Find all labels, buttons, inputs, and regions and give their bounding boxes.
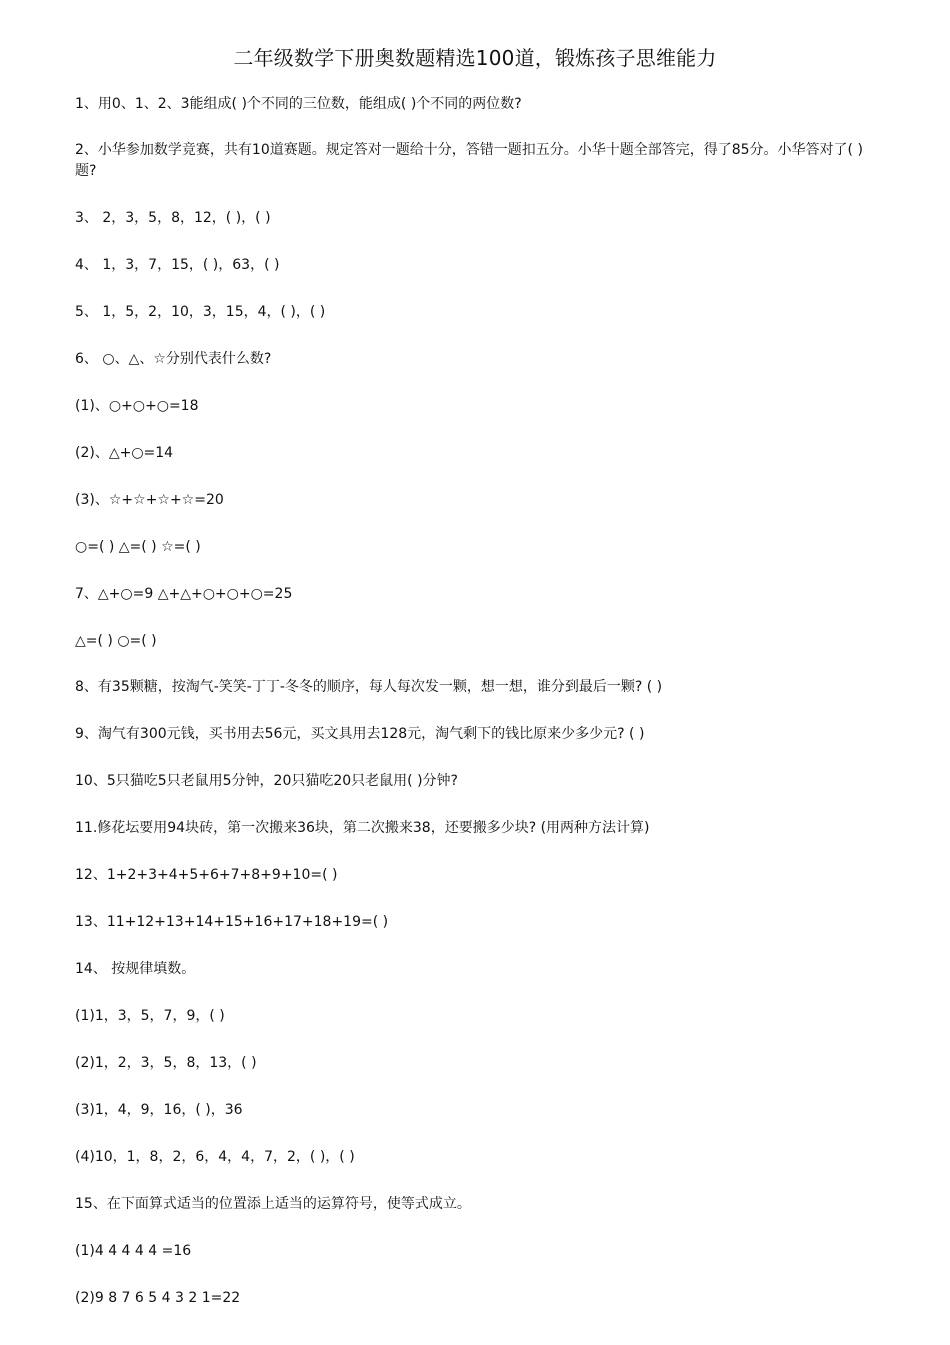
question-8: 8、有35颗糖，按淘气-笑笑-丁丁-冬冬的顺序，每人每次发一颗，想一想，谁分到最后一颗? ( ) bbox=[75, 679, 663, 695]
question-11: 11.修花坛要用94块砖，第一次搬来36块，第二次搬来38，还要搬多少块? (用两种方法计算) bbox=[75, 820, 650, 836]
question-2: 2、小华参加数学竞赛，共有10道赛题。规定答对一题给十分，答错一题扣五分。小华十题全部答完，得了85分。小华答对了( )题? bbox=[75, 142, 863, 179]
question-6-answer: ○=( ) △=( ) ☆=( ) bbox=[75, 539, 201, 555]
question-15-part-1: (1)4 4 4 4 4 =16 bbox=[75, 1243, 192, 1259]
question-13: 13、11+12+13+14+15+16+17+18+19=( ) bbox=[75, 914, 389, 930]
question-7-answer: △=( ) ○=( ) bbox=[75, 633, 157, 649]
question-15: 15、在下面算式适当的位置添上适当的运算符号，使等式成立。 bbox=[75, 1196, 471, 1212]
question-14-part-2: (2)1，2，3，5，8，13，( ) bbox=[75, 1055, 257, 1071]
question-3: 3、 2，3，5，8，12，( )，( ) bbox=[75, 210, 271, 226]
question-14: 14、 按规律填数。 bbox=[75, 961, 196, 977]
question-6-part-3: (3)、☆+☆+☆+☆=20 bbox=[75, 492, 224, 508]
question-6-part-1: (1)、○+○+○=18 bbox=[75, 398, 199, 414]
document-title: 二年级数学下册奥数题精选100道，锻炼孩子思维能力 bbox=[233, 46, 717, 70]
question-1: 1、用0、1、2、3能组成( )个不同的三位数，能组成( )个不同的两位数? bbox=[75, 96, 522, 112]
question-10: 10、5只猫吃5只老鼠用5分钟，20只猫吃20只老鼠用( )分钟? bbox=[75, 773, 458, 789]
question-12: 12、1+2+3+4+5+6+7+8+9+10=( ) bbox=[75, 867, 338, 883]
question-14-part-3: (3)1，4，9，16，( )，36 bbox=[75, 1102, 243, 1118]
question-5: 5、 1，5，2，10，3，15，4，( )，( ) bbox=[75, 304, 326, 320]
question-15-part-2: (2)9 8 7 6 5 4 3 2 1=22 bbox=[75, 1290, 241, 1306]
question-4: 4、 1，3，7，15，( )，63，( ) bbox=[75, 257, 280, 273]
question-9: 9、淘气有300元钱，买书用去56元，买文具用去128元，淘气剩下的钱比原来少多少元? ( ) bbox=[75, 726, 645, 742]
question-14-part-1: (1)1，3，5，7，9，( ) bbox=[75, 1008, 225, 1024]
question-14-part-4: (4)10，1，8，2，6，4，4，7，2，( )，( ) bbox=[75, 1149, 355, 1165]
question-6: 6、 ○、△、☆分别代表什么数? bbox=[75, 351, 272, 367]
question-7: 7、△+○=9 △+△+○+○+○=25 bbox=[75, 586, 293, 602]
question-6-part-2: (2)、△+○=14 bbox=[75, 445, 174, 461]
